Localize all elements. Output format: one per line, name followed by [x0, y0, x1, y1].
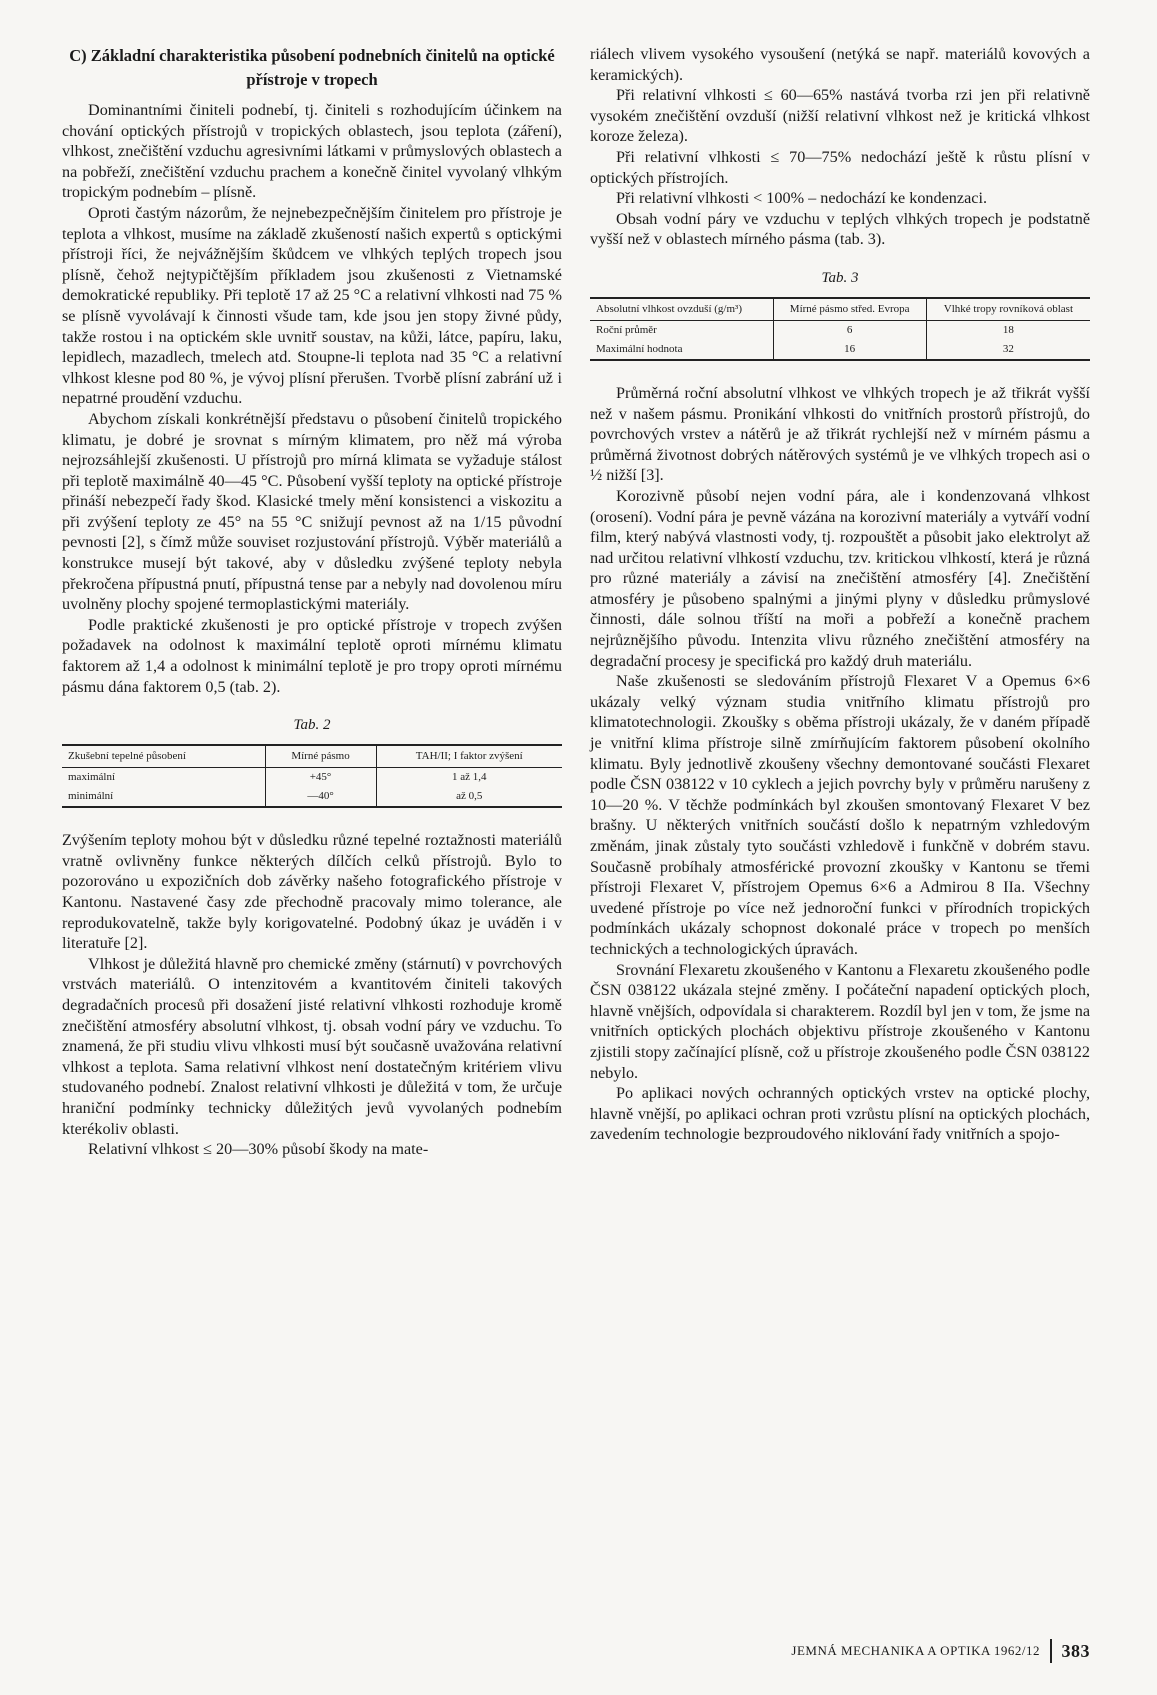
table-3-caption: Tab. 3 [821, 269, 859, 286]
section-title: C) Základní charakteristika působení podnebních činitelů na optické přístroje v tropech [69, 46, 555, 89]
table-cell: —40° [265, 787, 376, 807]
table-header-cell: Absolutní vlhkost ovzduší (g/m³) [590, 298, 773, 321]
table-header-cell: Vlhké tropy rovníková oblast [926, 298, 1090, 321]
paragraph: Zvýšením teploty mohou být v důsledku různé tepelné roztažnosti materiálů vratně ovlivněny funkce některých dílčích celků přístrojů. Bylo to pozorováno u expozičních dob závěrky našeho fotografického přístroje v Kantonu. Nastavené časy zde přechodně pracovaly mimo tolerance, ale reprodukovatelně, takže byly korigovatelné. Podobný úkaz je uváděn i v literatuře [2]. [62, 831, 562, 953]
journal-name: JEMNÁ MECHANIKA A OPTIKA 1962/12 [791, 1643, 1040, 1658]
table-row [62, 768, 562, 788]
page-footer [740, 1636, 1090, 1666]
paragraph: Naše zkušenosti se sledováním přístrojů Flexaret V a Opemus 6×6 ukázaly velký význam studia vnitřního klimatu přístrojů pro klimatotechnologii. Zkoušky s oběma přístroji ukázaly, že v daném případě je vnitřní klima přístroje silně zmírňujícím faktorem působení okolního klimatu. Byly jednotlivě zkoušeny všechny demontované součásti Flexaret podle ČSN 038122 v 10 cyklech a jejich povrchy byly v průměru narušeny z 10—20 %. V těchže podmínkách byl zkoušen smontovaný Flexaret V bez brašny. U některých vnitřních součástí došlo k nepatrným vzhledovým změnám, jinak zůstaly tyto součásti vzhledově i funkčně v dobrém stavu. Současně probíhaly atmosférické provozní zkoušky v Kantonu se třemi přístroji Flexaret V, přístrojem Opemus 6×6 a Admirou 8 IIa. Všechny uvedené přístroje po více než jednoroční funkci v přírodních tropických podmínkách ukázaly schopnost dokonalé práce v tropech po menších technických a technologických úpravách. [590, 672, 1090, 958]
table-cell: minimální [68, 790, 114, 803]
footer-divider [1050, 1639, 1052, 1663]
paragraph: Při relativní vlhkosti ≤ 60—65% nastává tvorba rzi jen při relativně vysokém znečištění ovzduší (nižší relativní vlhkost než je kritická vlhkost koroze železa). [590, 86, 1090, 146]
table-cell: +45° [265, 768, 376, 788]
right-column [590, 44, 1090, 1145]
table-cell: 6 [773, 320, 926, 340]
paragraph: riálech vlivem vysokého vysoušení (netýká se např. materiálů kovových a keramických). [590, 45, 1090, 84]
table-cell: až 0,5 [376, 787, 562, 807]
table-2-caption: Tab. 2 [293, 717, 331, 734]
table-cell: 18 [926, 320, 1090, 340]
paragraph: Po aplikaci nových ochranných optických vrstev na optické plochy, hlavně vnější, po aplikaci ochran proti vzrůstu plísní na optických plochách, zavedením technologie bezproudového niklování řady vnitřních a spojo- [590, 1084, 1090, 1144]
paragraph: Obsah vodní páry ve vzduchu v teplých vlhkých tropech je podstatně vyšší než v oblastech mírného pásma (tab. 3). [590, 209, 1090, 249]
paragraph: Při relativní vlhkosti < 100% – nedochází ke kondenzaci. [616, 189, 988, 208]
table-cell: 1 až 1,4 [376, 768, 562, 788]
table-2 [62, 744, 562, 808]
table-header-row [590, 298, 1090, 321]
paragraph: Při relativní vlhkosti ≤ 70—75% nedochází ještě k růstu plísní v optických přístrojích. [590, 147, 1090, 187]
table-cell: Maximální hodnota [596, 342, 683, 355]
table-header-row [62, 745, 562, 768]
table-row [62, 787, 562, 807]
table-header-cell: TAH/II; I faktor zvýšení [376, 745, 562, 768]
paragraph: Korozivně působí nejen vodní pára, ale i kondenzovaná vlhkost (orosení). Vodní pára je pevně vázána na korozivní materiály a vytváří vodní film, který nabývá vlastnosti vody, tj. rozpouštět a působit jako elektrolyt až nad určitou relativní vlhkostí vzduchu, tzv. kritickou vlhkostí, která je různá pro různé materiály a závisí na znečištění atmosféry [4]. Znečištění atmosféry je působeno spalnými a jinými plyny v důsledku průmyslové činnosti, dále solnou tříští na moři a pobřeží a konečně prachem nejrůznějšího původu. Intenzita vlivu různého znečištění atmosféry na degradační procesy je specifická pro každý druh materiálu. [590, 486, 1090, 670]
table-3 [590, 297, 1090, 361]
paragraph: Podle praktické zkušenosti je pro optické přístroje v tropech zvýšen požadavek na odolnost k maximální teplotě oproti mírnému klimatu faktorem až 1,4 a odolnost k minimální teplotě je pro tropy oproti mírnému pásmu dána faktorem 0,5 (tab. 2). [62, 615, 562, 696]
paragraph: Abychom získali konkrétnější představu o působení činitelů tropického klimatu, je dobré je srovnat s mírným klimatem, pro něž má výroba nejrozsáhlejší zkušenosti. U přístrojů pro mírná klimata se vyžaduje stálost při teplotě maximálně 40—45 °C. Působení vyšší teploty na optické přístroje přináší nebezpečí řady škod. Klasické tmely mění konsistenci a viskozitu a při zvýšení teploty ze 45° na 55 °C snižují pevnost až na 1/15 původní pevnosti [2], s čímž může souviset rozjustování přístrojů. Výběr materiálů a konstrukce musejí být takové, aby v důsledku zvýšené teploty nebyla překročena přípustná pnutí, přípustná tense par a nebyly nad dovolenou míru uvolněny plochy spojené termoplastickými materiály. [62, 409, 562, 614]
table-row [590, 320, 1090, 340]
left-column [62, 44, 562, 1160]
paragraph: Oproti častým názorům, že nejnebezpečnějším činitelem pro přístroje je teplota a vlhkost, musíme na základě zkušeností našich expertů s optickými přístroji říci, že nejvážnějším škůdcem ve vlhkých teplých tropech jsou plísně, čehož nejtypičtějším příkladem jsou zkušenosti z Vietnamské demokratické republiky. Při teplotě 17 až 25 °C a relativní vlhkosti nad 75 % se plísně vyvolávají k činnosti všude tam, kde jsou jen stopy živné půdy, takže rostou i na optickém skle uvnitř soustav, na kůži, látce, papíru, laku, lepidlech, mazadlech, tmelech atd. Stoupne-li teplota nad 35 °C a relativní vlhkost klesne pod 80 %, je vývoj plísní přerušen. Tvorbě plísní zabrání už i nepatrné proudění vzduchu. [62, 203, 562, 408]
table-cell: maximální [68, 771, 116, 784]
table-header-cell: Mírné pásmo [265, 745, 376, 768]
table-row [590, 340, 1090, 360]
table-header-cell: Mírné pásmo střed. Evropa [773, 298, 926, 321]
table-cell: 32 [926, 340, 1090, 360]
table-cell: Roční průměr [596, 323, 657, 336]
page-number: 383 [1061, 1640, 1090, 1661]
paragraph: Dominantními činiteli podnebí, tj. činiteli s rozhodujícím účinkem na chování optických přístrojů v tropických oblastech, jsou teplota (záření), vlhkost, znečištění vzduchu agresivními látkami v průmyslových oblastech a na pobřeží, znečištění vzduchu prachem a konečně činitel vyvolaný vlhkým tropickým podnebím – plísně. [62, 101, 562, 202]
table-header-cell: Zkušební tepelné působení [62, 745, 265, 768]
paragraph: Průměrná roční absolutní vlhkost ve vlhkých tropech je až třikrát vyšší než v našem pásmu. Pronikání vlhkosti do vnitřních prostorů přístrojů, do povrchových vrstev a nátěrů je až třikrát rychlejší než v mírném pásmu a průměrná životnost dobrých nátěrových systémů je ve vlhkých tropech asi o ½ nižší [3]. [590, 383, 1090, 485]
paragraph: Vlhkost je důležitá hlavně pro chemické změny (stárnutí) v povrchových vrstvách materiálů. O intenzitovém a kvantitovém činiteli takových degradačních procesů při dosažení jisté relativní vlhkosti rozhoduje kromě znečištění atmosféry absolutní vlhkost, tj. obsah vodní páry ve vzduchu. To znamená, že při studiu vlivu vlhkosti musí být současně uvažována relativní vlhkost a teplota. Sama relativní vlhkost není dostatečným kritériem vlivu studovaného podnebí. Znalost relativní vlhkosti je důležitá v tom, že určuje hraniční podmínky technicky důležitých jevů vyvolaných podnebím kterékoliv oblasti. [62, 954, 562, 1138]
table-cell: 16 [773, 340, 926, 360]
paragraph: Relativní vlhkost ≤ 20—30% působí škody na mate- [88, 1140, 429, 1159]
paragraph: Srovnání Flexaretu zkoušeného v Kantonu a Flexaretu zkoušeného podle ČSN 038122 ukázala stejné změny. I počáteční napadení optických ploch, hlavně vnějších, odpovídala si charakterem. Rozdíl byl jen v tom, že jsme na vnitřních optických plochách objektivu přístroje zkoušeného v Kantonu zjistili stopy začínající plísně, což u přístroje zkoušeného podle ČSN 038122 nebylo. [590, 960, 1090, 1082]
